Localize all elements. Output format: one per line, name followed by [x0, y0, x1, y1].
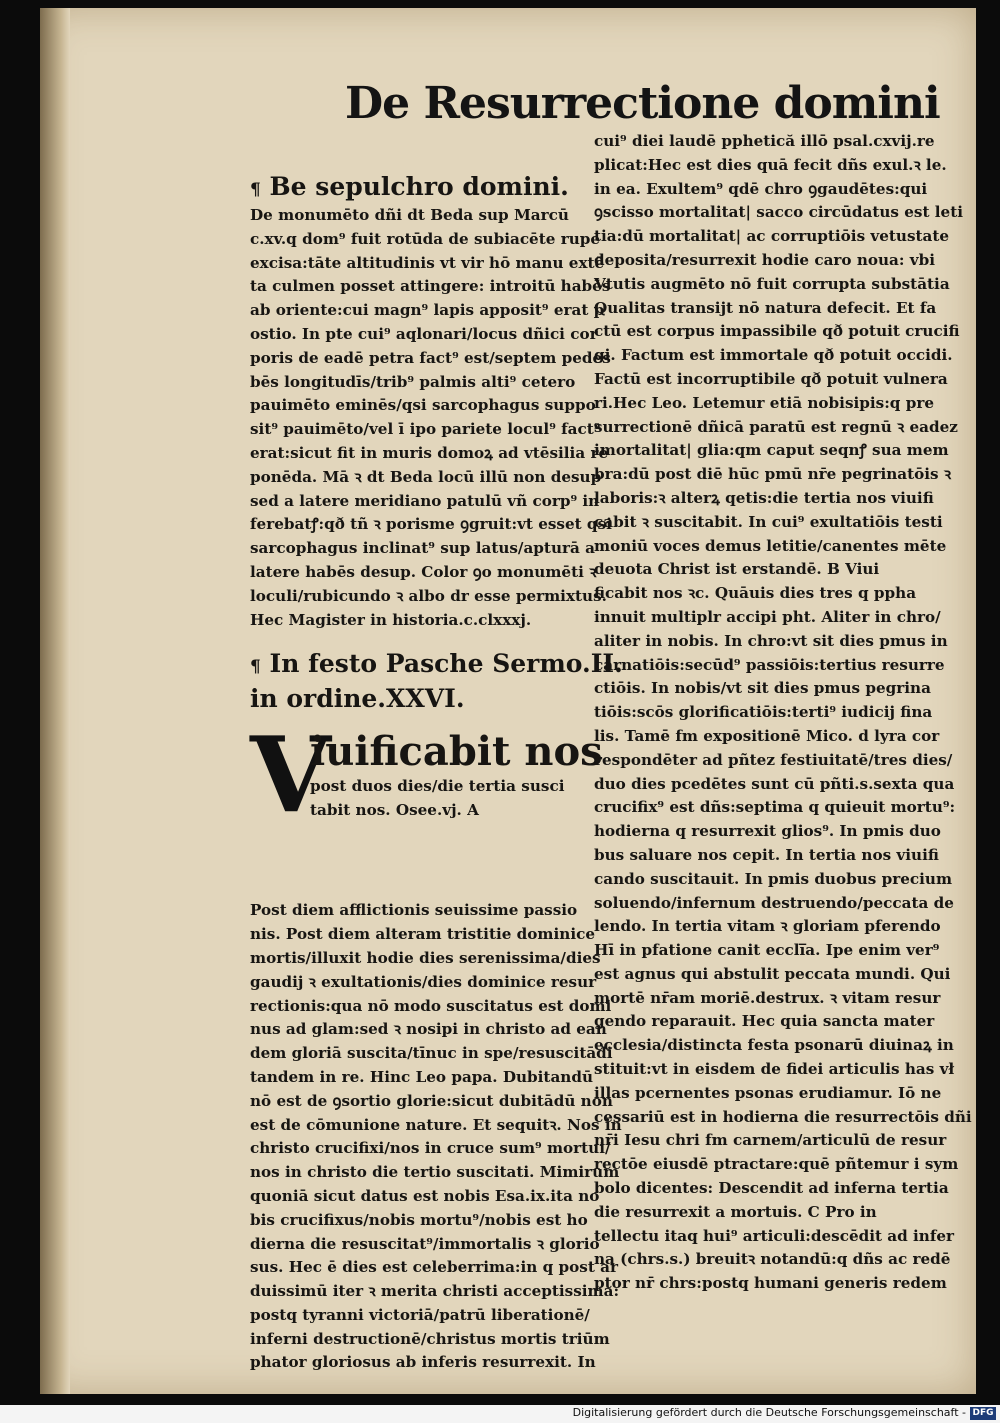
text-line: die resurrexit a mortuis. C Pro in	[594, 1202, 877, 1221]
pilcrow-icon: ¶	[250, 657, 261, 678]
text-line: ta culmen posset attingere: introitū habēs	[250, 277, 611, 296]
footer-credit: Digitalisierung gefördert durch die Deutsche Forschungsgemeinschaft -	[572, 1406, 966, 1419]
text-line: tabit nos. Osee.vj. A	[310, 801, 479, 820]
text-line: na (chrs.s.) breuitꝛ notandū:q dñs ac redē	[594, 1250, 951, 1269]
text-line: dem gloriā suscita/tīnuc in spe/resuscitādi	[250, 1044, 613, 1063]
text-line: sed a latere meridiano patulū vñ corp⁹ in	[250, 491, 600, 510]
text-line: Factū est incorruptibile qð potuit vulnera	[594, 369, 948, 388]
text-line: bra:dū post diē hūc pmū nr̄e pegrinatōis ꝛ	[594, 465, 952, 484]
pilcrow-icon: ¶	[250, 180, 261, 200]
initial-letter: V	[250, 713, 331, 837]
text-line: gi. Factum est immortale qð potuit occidi.	[594, 346, 953, 365]
text-line: duo dies pcedētes sunt cū pñti.s.sexta qua	[594, 774, 955, 793]
text-line: hodierna q resurrexit glios⁹. In pmis duo	[594, 822, 941, 841]
text-line: bēs longitudīs/trib⁹ palmis alti⁹ cetero	[250, 372, 576, 391]
text-line: in ea. Exultem⁹ qdē chro ꝯgaudētes:qui	[594, 179, 928, 198]
text-line: erat:sicut fit in muris domoꝝ ad vtēsilia re	[250, 443, 609, 462]
text-line: crucifix⁹ est dñs:septima q quieuit mortu⁹:	[594, 798, 956, 817]
text-line: Hec Magister in historia.c.clxxxj.	[250, 610, 532, 629]
running-head: De Resurrectione domini	[345, 78, 940, 129]
text-line: soluendo/infernum destruendo/peccata de	[594, 893, 954, 912]
text-line: cui⁹ diei laudē pphetică illō psal.cxvij.re	[594, 132, 935, 150]
text-line: dierna die resuscitat⁹/immortalis ꝛ glorio	[250, 1234, 600, 1253]
section-heading-text: Be sepulchro domini.	[269, 172, 569, 201]
text-line: nus ad glam:sed ꝛ nosipi in christo ad ean	[250, 1020, 607, 1039]
text-line: ecclesia/distincta festa psonarū diuinaꝝ in	[594, 1036, 954, 1055]
text-line: bis crucifixus/nobis mortu⁹/nobis est ho	[250, 1210, 588, 1229]
initial-word: iuificabit nos	[310, 728, 603, 776]
text-line: ꝯscisso mortalitat| sacco circūdatus est leti	[594, 203, 963, 222]
text-line: deuota Christ ist erstandē. B Viui	[594, 560, 880, 579]
text-line: ri.Hec Leo. Letemur etiā nobisipis:q pre	[594, 393, 934, 412]
text-line: rectōe eiusdē ptractare:quē pñtemur i sym	[594, 1155, 959, 1174]
text-line: loculi/rubicundo ꝛ albo dr esse permixtus.	[250, 586, 607, 605]
text-line: nos in christo die tertio suscitati. Mimirum	[250, 1163, 620, 1182]
text-line: Hī in pfatione canit eccli̅a. Ipe enim ver⁹	[594, 941, 940, 960]
text-line: ptor nr̄ chrs:postq humani generis redem	[594, 1274, 947, 1293]
left-column	[250, 170, 623, 1375]
text-line: inferni destructionē/christus mortis triūm	[250, 1329, 610, 1348]
text-line: gaudij ꝛ exultationis/dies dominice resur	[250, 972, 597, 991]
text-line: sit⁹ pauimēto/vel ī ipo pariete locul⁹ fact⁹	[250, 420, 601, 439]
text-line: post duos dies/die tertia susci	[310, 777, 565, 796]
text-line: tiōis:scōs glorificatiōis:terti⁹ iudicij fina	[594, 703, 933, 722]
text-line: Vtutis augmēto nō fuit corrupta substātia	[594, 274, 950, 293]
text-line: cessariū est in hodierna die resurrectōis dñi	[594, 1107, 972, 1126]
text-line: moniū voces demus letitie/canentes mēte	[594, 536, 947, 555]
text-line: gendo reparauit. Hec quia sancta mater	[594, 1012, 935, 1031]
text-line: ctū est corpus impassibile qð potuit crucifi	[594, 322, 960, 341]
sermon-heading	[250, 648, 623, 683]
text-line: cando suscitauit. In pmis duobus precium	[594, 869, 953, 888]
text-line: christo crucifixi/nos in cruce sum⁹ mortui/	[250, 1139, 611, 1158]
text-line: cabit ꝛ suscitabit. In cui⁹ exultatiōis testi	[594, 512, 943, 531]
page-gutter	[40, 8, 70, 1394]
text-line: ficabit nos ꝛc. Quāuis dies tres q ppha	[594, 584, 917, 603]
text-line: pauimēto eminēs/qsi sarcophagus suppo	[250, 396, 596, 415]
text-line: lis. Tamē fm expositionē Mico. d lyra cor	[594, 726, 940, 745]
right-column	[594, 130, 972, 1296]
text-line: imortalitat| glia:qm caput seqnꝭ sua mem	[594, 441, 949, 460]
text-line: excisa:tāte altitudinis vt vir hō manu extē	[250, 253, 605, 272]
text-line: illas pcernentes psonas erudiamur. Iō ne	[594, 1083, 942, 1102]
left-paragraph	[250, 204, 612, 632]
text-line: stituit:vt in eisdem de fidei articulis has vł	[594, 1060, 955, 1079]
text-line: latere habēs desup. Color ꝯo monumēti ꝛ	[250, 562, 597, 581]
initial-lines	[310, 775, 590, 823]
text-line: bus saluare nos cepit. In tertia nos viuifi	[594, 845, 939, 864]
text-line: ostio. In pte cui⁹ aqlonari/locus dñici cor	[250, 324, 598, 343]
text-line: tellectu itaq hui⁹ articuli:descēdit ad infer	[594, 1226, 955, 1245]
text-line: quoniā sicut datus est nobis Esa.ix.ita no	[250, 1186, 600, 1205]
text-line: poris de eadē petra fact⁹ est/septem pedes	[250, 348, 611, 367]
section-heading	[250, 170, 582, 204]
text-line: ponēda. Mā ꝛ dt Beda locū illū non desup	[250, 467, 602, 486]
text-line: aliter in nobis. In chro:vt sit dies pmus in	[594, 631, 948, 650]
text-line: duissimū iter ꝛ merita christi acceptissima:	[250, 1282, 620, 1301]
text-line: sarcophagus inclinat⁹ sup latus/apturā a	[250, 539, 595, 558]
text-line: ctiōis. In nobis/vt sit dies pmus pegrina	[594, 679, 931, 698]
text-line: tandem in re. Hinc Leo papa. Dubitandū	[250, 1067, 593, 1086]
text-line: plicat:Hec est dies quā fecit dñs exul.ꝛ le.	[594, 155, 947, 174]
text-line: nō est de ꝯsortio glorie:sicut dubitādū non	[250, 1091, 613, 1110]
initial-block	[250, 713, 603, 899]
sermon-body	[250, 899, 622, 1375]
text-line: lendo. In tertia vitam ꝛ gloriam pferendo	[594, 917, 941, 936]
text-line: nr̄i Iesu chri fm carnem/articulū de resur	[594, 1131, 947, 1150]
text-line: ferebatꝭ:qð tñ ꝛ porisme ꝯgruit:vt esset qsi	[250, 515, 612, 534]
sermon-heading-line-1: In festo Pasche Sermo.II.	[269, 649, 623, 679]
text-line: bolo dicentes: Descendit ad inferna tertia	[594, 1179, 949, 1198]
text-line: tia:dū mortalitat| ac corruptiōis vetustate	[594, 227, 950, 246]
text-line: rectionis:qua nō modo suscitatus est domi	[250, 996, 612, 1015]
text-line: mortis/illuxit hodie dies serenissima/dies	[250, 948, 601, 967]
text-line: est de cōmunione nature. Et sequitꝛ. Nos in	[250, 1115, 622, 1134]
text-line: deposita/resurrexit hodie caro noua: vbi	[594, 250, 935, 269]
text-line: sus. Hec ē dies est celeberrima:in q post ar	[250, 1258, 618, 1277]
text-line: ab oriente:cui magn⁹ lapis apposit⁹ erat p	[250, 301, 605, 320]
text-line: nis. Post diem alteram tristitie dominice	[250, 925, 595, 944]
text-line: phator gloriosus ab inferis resurrexit. In	[250, 1353, 596, 1372]
text-line: postq tyranni victoriā/patrū liberationē/	[250, 1305, 590, 1324]
text-line: respondēter ad pñtez festiuitatē/tres dies/	[594, 750, 953, 769]
text-line: De monumēto dñi dt Beda sup Marcū	[250, 206, 569, 224]
text-line: c.xv.q dom⁹ fuit rotūda de subiacēte rupe	[250, 229, 601, 248]
text-line: laboris:ꝛ alterꝝ qetis:die tertia nos viuifi	[594, 488, 934, 507]
text-line: Qualitas transijt nō natura defecit. Et fa	[594, 298, 937, 317]
text-line: carnatiōis:secūd⁹ passiōis:tertius resurre	[594, 655, 945, 674]
dfg-logo: DFG	[970, 1407, 996, 1420]
sermon-heading-line-2: in ordine.XXVI.	[250, 684, 465, 714]
text-line: est agnus qui abstulit peccata mundi. Qui	[594, 964, 951, 983]
text-line: Post diem afflictionis seuissime passio	[250, 901, 578, 920]
text-line: mortē nr̄am moriē.destrux. ꝛ vitam resur	[594, 988, 941, 1007]
text-line: innuit multiplr accipi pht. Aliter in chro/	[594, 607, 941, 626]
text-line: surrectionē dñicā paratū est regnū ꝛ eadez	[594, 417, 958, 436]
